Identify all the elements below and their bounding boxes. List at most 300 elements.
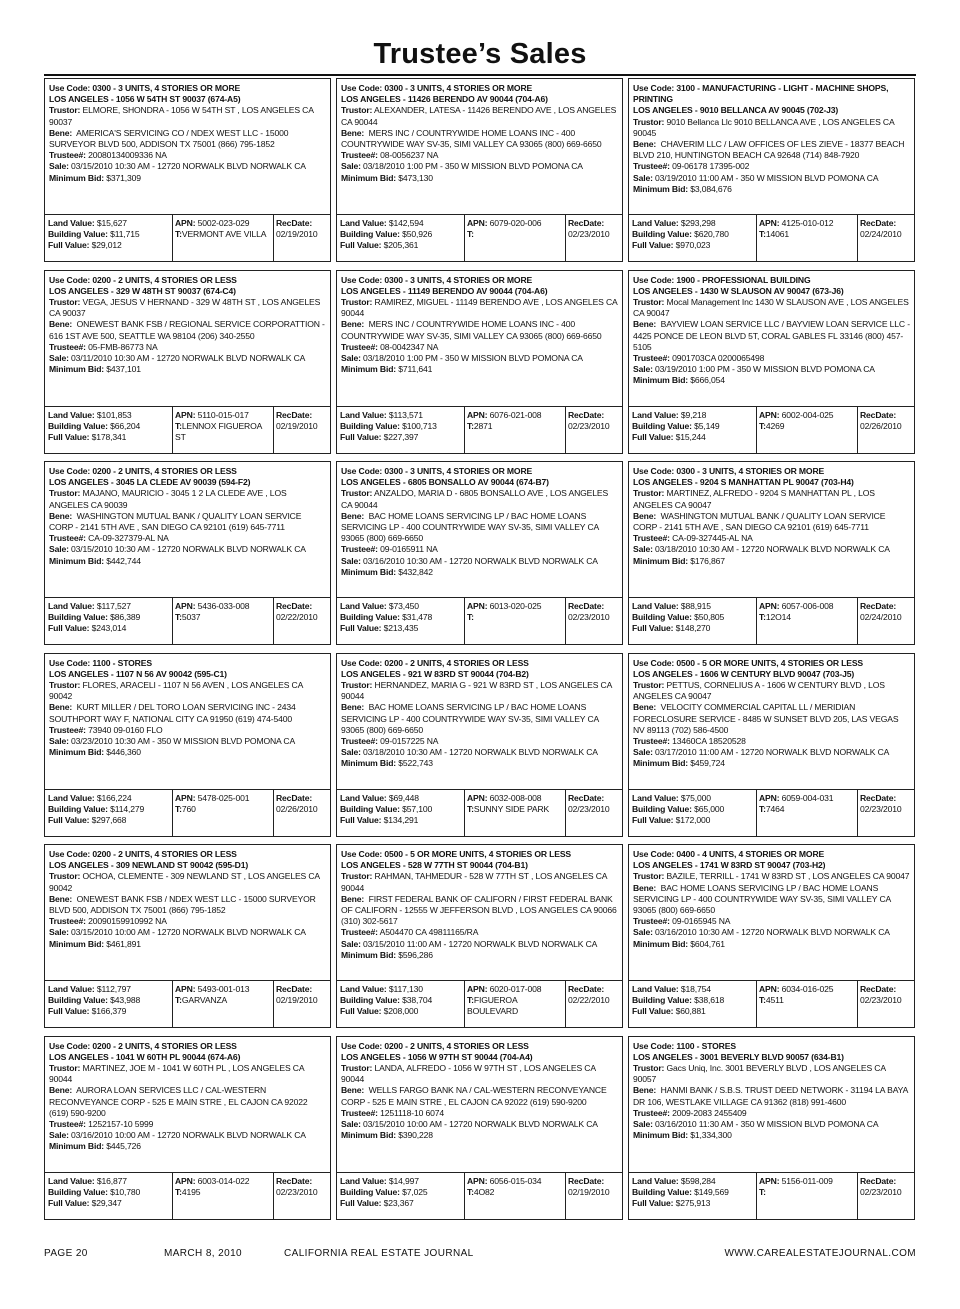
footer-publication: CALIFORNIA REAL ESTATE JOURNAL [284,1248,474,1259]
use-code: Use Code: 0300 - 3 UNITS, 4 STORIES OR MORE [341,83,533,93]
min-bid-row [633,939,910,950]
trustor-row [633,680,910,702]
building-value-label: Building Value: [48,420,108,431]
bene-value: MERS INC / COUNTRYWIDE HOME LOANS INC - 400 COUNTRYWIDE WAY SV-35, SIMI VALLEY CA 93065 (800) 669-6650 [341,127,602,150]
full-value-label: Full Value: [48,623,90,634]
listing-card [44,78,331,262]
trustee-value: 20090159910992 NA [88,916,167,927]
trustee-row [341,927,618,938]
bene-label: Bene: [341,510,365,521]
min-bid-row [633,556,910,567]
min-bid-value: $446,360 [106,747,141,758]
tract-label: T: [467,995,474,1006]
bene-value: BAC HOME LOANS SERVICING LP / BAC HOME LOANS SERVICING LP - 400 COUNTRYWIDE WAY SV-35, SIMI VALLEY CA 93065 (800) 669-6650 [633,882,891,916]
listing-details [337,1037,622,1174]
full-value: $166,379 [91,1006,127,1017]
land-value: $75,000 [680,792,711,803]
listing-values [337,789,622,836]
apn-label: APN: [467,218,488,228]
recdate-block [274,215,330,261]
trustee-label: Trustee#: [341,927,378,938]
sale-label: Sale: [633,172,653,183]
full-value: $29,012 [91,240,122,251]
min-bid-label: Minimum Bid: [341,364,397,375]
trustee-label: Trustee#: [49,533,86,544]
sale-row [49,927,326,938]
trustee-row [633,1108,910,1119]
building-value-label: Building Value: [632,803,692,814]
trustee-label: Trustee#: [341,150,378,161]
land-value-label: Land Value: [340,792,387,803]
sale-value: 03/15/2010 10:30 AM - 12720 NORWALK BLVD NORWALK CA [71,544,306,555]
apn-block [173,598,274,644]
apn-label: APN: [467,792,488,803]
apn-value: 6032-008-008 [489,792,542,803]
apn-label: APN: [759,218,780,228]
trustor-row [49,488,326,510]
min-bid-value: $176,867 [690,555,725,566]
min-bid-row [49,556,326,567]
trustor-value: MARTINEZ, JOE M - 1041 W 60TH PL , LOS ANGELES CA 90044 [49,1062,304,1085]
tract-label: T: [467,612,474,623]
trustor-label: Trustor: [49,1062,81,1073]
building-value: $66,204 [110,420,141,431]
min-bid-row [49,939,326,950]
min-bid-label: Minimum Bid: [49,172,105,183]
listing-card [44,461,331,645]
building-value: $65,000 [694,803,725,814]
recdate-block [858,598,914,644]
full-value-label: Full Value: [340,1006,382,1017]
sale-value: 03/16/2010 10:00 AM - 12720 NORWALK BLVD NORWALK CA [71,1130,306,1141]
sale-label: Sale: [49,927,69,938]
building-value-label: Building Value: [632,229,692,240]
building-value: $620,780 [694,229,729,240]
value-block [337,1173,465,1219]
bene-value: BAYVIEW LOAN SERVICE LLC / BAYVIEW LOAN SERVICE LLC - 4425 PONCE DE LEON BLVD 5T, CORAL GABLES FL 33146 (800) 457-5105 [633,319,910,352]
land-value: $88,915 [680,601,711,611]
listing-card [628,78,915,262]
bene-value: VELOCITY COMMERCIAL CAPITAL LL / MERIDIAN FORECLOSURE SERVICE - 8485 W SUNSET BLVD 205, LAS VEGAS NV 89113 (702) 586-4500 [633,702,899,735]
bene-value: CHAVERIM LLC / LAW OFFICES OF LES ZIEVE - 18377 BEACH BLVD 210, HUNTINGTON BEACH CA 92648 (714) 848-7920 [633,139,905,161]
trustor-label: Trustor: [341,871,373,882]
trustee-label: Trustee#: [633,161,670,172]
apn-block [757,215,858,261]
min-bid-label: Minimum Bid: [633,1130,689,1141]
trustor-value: LANDA, ALFREDO - 1056 W 97TH ST , LOS ANGELES CA 90044 [341,1062,596,1085]
apn-block [757,598,858,644]
footer-page-number: PAGE 20 [44,1248,88,1259]
apn-label: APN: [759,984,780,994]
apn-label: APN: [759,792,780,803]
listing-values [629,406,914,453]
use-code: Use Code: 0500 - 5 OR MORE UNITS, 4 STORIES OR LESS [633,657,864,668]
listing-card [628,270,915,454]
building-value-label: Building Value: [632,612,692,623]
bene-value: BAC HOME LOANS SERVICING LP / BAC HOME LOANS SERVICING LP - 400 COUNTRYWIDE WAY SV-35, SIMI VALLEY CA 93065 (800) 669-6650 [341,510,599,544]
trustee-row [49,725,326,736]
trustor-value: MAJANO, MAURICIO - 3045 1 2 LA CLEDE AVE , LOS ANGELES CA 90039 [49,488,287,510]
sale-row [49,1130,326,1141]
trustor-label: Trustor: [341,296,373,307]
listing-card [44,1036,331,1220]
tract-label: T: [467,420,474,431]
trustee-value: 13460CA 18520528 [672,735,746,746]
recdate-block [858,407,914,453]
recdate-value: 02/19/2010 [568,1186,610,1197]
use-code: Use Code: 1100 - STORES [633,1040,736,1051]
building-value-label: Building Value: [632,995,692,1006]
trustee-row [341,150,618,161]
trustor-value: FLORES, ARACELI - 1107 N 56 AVEN , LOS ANGELES CA 90042 [49,679,303,702]
apn-value: 6076-021-008 [489,409,542,420]
min-bid-label: Minimum Bid: [49,1141,105,1152]
apn-label: APN: [175,601,196,611]
property-address: LOS ANGELES - 11149 BERENDO AV 90044 (704-A6) [341,285,548,296]
listing-card [628,653,915,837]
min-bid-row [49,747,326,758]
trustor-value: RAMIREZ, MIGUEL - 11149 BERENDO AVE , LOS ANGELES CA 90044 [341,296,618,319]
sale-row [633,1119,910,1130]
trustee-value: CA-09-327445-AL NA [672,533,753,544]
footer-website[interactable]: WWW.CAREALESTATEJOURNAL.COM [724,1248,916,1259]
min-bid-row [341,950,618,961]
sale-row [633,173,910,184]
bene-row [49,894,326,916]
sale-row [49,544,326,555]
property-address: LOS ANGELES - 9010 BELLANCA AV 90045 (702-J3) [633,105,839,116]
building-value-label: Building Value: [48,995,108,1006]
full-value: $208,000 [383,1006,419,1017]
trustor-value: ALEXANDER, LATESA - 11426 BERENDO AVE , LOS ANGELES CA 90044 [341,105,617,127]
tract-label: T: [759,420,766,431]
apn-block [465,1173,566,1219]
land-value: $598,284 [680,1175,716,1186]
min-bid-label: Minimum Bid: [341,172,397,183]
sale-row [633,364,910,375]
full-value-label: Full Value: [48,240,90,251]
tract-value: 4511 [765,995,784,1006]
listing-values [45,406,330,453]
trustee-label: Trustee#: [633,916,670,927]
use-code: Use Code: 0300 - 3 UNITS, 4 STORIES OR MORE [49,83,241,93]
property-address: LOS ANGELES - 11426 BERENDO AV 90044 (704-A6) [341,94,548,105]
building-value-label: Building Value: [340,229,400,240]
sale-value: 03/18/2010 1:00 PM - 350 W MISSION BLVD POMONA CA [363,352,583,363]
tract-label: T: [759,612,766,623]
recdate-value: 02/19/2010 [276,229,318,240]
land-value-label: Land Value: [632,792,679,803]
recdate-value: 02/23/2010 [568,420,610,431]
tract-label: T: [175,1186,182,1197]
min-bid-value: $3,084,676 [690,183,732,194]
min-bid-label: Minimum Bid: [49,747,105,758]
apn-value: 5493-001-013 [197,984,250,994]
listing-card [628,461,915,645]
bene-label: Bene: [49,319,73,330]
listing-card [336,461,623,645]
trustor-label: Trustor: [341,1062,373,1073]
bene-label: Bene: [633,702,657,713]
sale-value: 03/16/2010 10:30 AM - 12720 NORWALK BLVD NORWALK CA [655,927,890,938]
value-block [45,790,173,836]
apn-value: 6013-020-025 [489,601,542,611]
trustee-row [341,342,618,353]
trustee-label: Trustee#: [49,1118,86,1129]
listing-values [337,406,622,453]
sale-label: Sale: [341,352,361,363]
full-value: $213,435 [383,623,419,634]
tract-label: T: [759,803,766,814]
trustee-label: Trustee#: [633,735,670,746]
trustee-value: 1252157-10 5999 [88,1118,154,1129]
min-bid-value: $371,309 [106,172,141,183]
recdate-label: RecDate: [860,601,897,611]
min-bid-row [49,1141,326,1152]
land-value-label: Land Value: [340,984,387,994]
min-bid-value: $442,744 [106,555,141,566]
building-value: $50,805 [694,612,725,623]
trustor-row [49,105,326,127]
recdate-label: RecDate: [276,409,313,420]
building-value: $31,478 [402,612,433,623]
use-code: Use Code: 0200 - 2 UNITS, 4 STORIES OR LESS [49,1040,237,1051]
apn-label: APN: [467,409,488,420]
tract-label: T: [175,995,182,1006]
property-address: LOS ANGELES - 1056 W 97TH ST 90044 (704-A4) [341,1051,533,1062]
full-value-label: Full Value: [632,814,674,825]
recdate-block [858,790,914,836]
recdate-block [858,981,914,1027]
property-address: LOS ANGELES - 1107 N 56 AV 90042 (595-C1) [49,668,227,679]
bene-row [49,319,326,341]
sale-row [341,353,618,364]
recdate-value: 02/23/2010 [860,1186,902,1197]
listing-card [44,653,331,837]
sale-label: Sale: [633,927,653,938]
trustee-label: Trustee#: [49,724,86,735]
trustor-row [341,488,618,510]
sale-value: 03/18/2010 10:30 AM - 12720 NORWALK BLVD NORWALK CA [363,747,598,758]
full-value: $134,291 [383,814,419,825]
sale-label: Sale: [341,161,361,172]
tract-value: 12O14 [765,612,791,623]
value-block [337,981,465,1027]
min-bid-label: Minimum Bid: [633,183,689,194]
value-block [629,598,757,644]
value-block [629,981,757,1027]
min-bid-value: $437,101 [106,364,141,375]
value-block [45,1173,173,1219]
bene-value: WASHINGTON MUTUAL BANK / QUALITY LOAN SERVICE CORP - 2141 5TH AVE , SAN DIEGO CA 92101 (619) 645-7711 [49,510,302,533]
apn-value: 5478-025-001 [197,792,250,803]
trustor-label: Trustor: [633,488,665,499]
full-value: $15,244 [675,431,706,442]
apn-block [173,790,274,836]
use-code: Use Code: 0300 - 3 UNITS, 4 STORIES OR MORE [633,466,825,476]
trustee-row [633,916,910,927]
building-value: $57,100 [402,803,433,814]
property-address: LOS ANGELES - 1741 W 83RD ST 90047 (703-H2) [633,860,826,871]
apn-label: APN: [175,984,196,994]
tract-label: T: [175,612,182,623]
trustor-value: RAHMAN, TAHMEDUR - 528 W 77TH ST , LOS ANGELES CA 90044 [341,871,607,893]
full-value-label: Full Value: [340,814,382,825]
sale-label: Sale: [341,747,361,758]
listing-values [45,980,330,1027]
tract-label: T: [759,995,766,1006]
sale-row [341,1119,618,1130]
bene-row [341,894,618,928]
sale-value: 03/15/2010 10:00 AM - 12720 NORWALK BLVD NORWALK CA [363,1118,598,1129]
apn-label: APN: [759,601,780,611]
bene-label: Bene: [633,510,657,521]
land-value: $117,527 [96,601,131,611]
tract-value: 14061 [765,229,790,240]
min-bid-row [341,1130,618,1141]
trustor-value: ELMORE, SHONDRA - 1056 W 54TH ST , LOS ANGELES CA 90037 [49,105,314,127]
sale-row [341,747,618,758]
min-bid-value: $711,641 [398,364,433,375]
bene-label: Bene: [49,1085,73,1096]
listing-values [629,1172,914,1219]
listing-card [336,78,623,262]
trustee-value: 20080134009336 NA [88,150,167,161]
building-value-label: Building Value: [632,420,692,431]
full-value-label: Full Value: [48,431,90,442]
min-bid-value: $596,286 [398,949,433,960]
bene-row [633,883,910,917]
building-value-label: Building Value: [340,803,400,814]
sale-label: Sale: [49,352,69,363]
min-bid-label: Minimum Bid: [341,758,397,769]
recdate-value: 02/22/2010 [568,995,610,1006]
trustee-row [633,161,910,172]
full-value: $297,668 [91,814,127,825]
tract-label: T: [467,803,474,814]
full-value-label: Full Value: [48,1006,90,1017]
trustor-row [633,871,910,882]
land-value-label: Land Value: [48,601,95,611]
bene-row [341,511,618,545]
min-bid-row [633,184,910,195]
tract-label: T: [759,229,766,240]
tract-value: 2871 [473,420,493,431]
land-value: $16,877 [96,1175,127,1186]
use-code: Use Code: 1100 - STORES [49,657,152,668]
trustor-label: Trustor: [49,679,81,690]
property-address: LOS ANGELES - 6805 BONSALLO AV 90044 (674-B7) [341,477,549,488]
land-value-label: Land Value: [340,1175,387,1186]
land-value-label: Land Value: [340,601,387,611]
min-bid-label: Minimum Bid: [49,938,105,949]
land-value: $69,448 [388,792,419,803]
bene-row [341,319,618,341]
listing-details [45,845,330,982]
full-value: $970,023 [675,240,711,251]
full-value-label: Full Value: [48,814,90,825]
sale-label: Sale: [341,1118,361,1129]
listing-details [45,462,330,599]
min-bid-row [633,1130,910,1141]
min-bid-value: $459,724 [690,758,725,769]
recdate-value: 02/19/2010 [276,420,318,431]
trustor-value: HERNANDEZ, MARIA G - 921 W 83RD ST , LOS ANGELES CA 90044 [341,679,612,702]
recdate-value: 02/23/2010 [568,803,610,814]
listing-values [337,214,622,261]
use-code: Use Code: 3100 - MANUFACTURING - LIGHT - MACHINE SHOPS, PRINTING [633,83,889,105]
land-value-label: Land Value: [632,601,679,611]
min-bid-value: $461,891 [106,938,141,949]
trustee-value: CA-09-327379-AL NA [88,533,169,544]
apn-value: 5156-011-009 [781,1175,833,1186]
bene-value: HANMI BANK / S.B.S. TRUST DEED NETWORK - 31194 LA BAYA DR 106, WESTLAKE VILLAGE CA 91362 (818) 991-4600 [633,1085,908,1107]
trustor-value: OCHOA, CLEMENTE - 309 NEWLAND ST , LOS ANGELES CA 90042 [49,871,320,893]
sale-value: 03/17/2010 11:00 AM - 12720 NORWALK BLVD NORWALK CA [655,747,890,758]
value-block [337,790,465,836]
bene-value: ONEWEST BANK FSB / REGIONAL SERVICE CORPORATTION - 616 1ST AVE 500, SEATTLE WA 98104 (206) 340-2550 [49,319,325,341]
recdate-label: RecDate: [860,792,897,803]
min-bid-label: Minimum Bid: [341,566,397,577]
listing-details [337,845,622,982]
recdate-label: RecDate: [276,792,313,803]
trustor-value: PETTUS, CORNELIUS A - 1606 W CENTURY BLVD , LOS ANGELES CA 90047 [633,679,885,702]
trustor-value: VEGA, JESUS V HERNAND - 329 W 48TH ST , LOS ANGELES CA 90037 [49,296,321,319]
listing-values [45,597,330,644]
full-value: $205,361 [383,240,419,251]
value-block [337,598,465,644]
trustee-value: 05-FMB-86773 NA [88,341,158,352]
full-value-label: Full Value: [632,1006,674,1017]
listing-card [336,653,623,837]
sale-label: Sale: [49,544,69,555]
trustor-row [341,871,618,893]
trustee-row [633,353,910,364]
min-bid-label: Minimum Bid: [49,364,105,375]
min-bid-row [341,758,618,769]
trustee-value: 2009-2083 2455409 [672,1107,747,1118]
sale-value: 03/19/2010 11:00 AM - 350 W MISSION BLVD POMONA CA [655,172,879,183]
min-bid-row [341,364,618,375]
building-value-label: Building Value: [48,612,108,623]
trustor-value: ANZALDO, MARIA D - 6805 BONSALLO AVE , LOS ANGELES CA 90044 [341,488,609,510]
sale-label: Sale: [633,747,653,758]
recdate-block [274,790,330,836]
recdate-block [858,215,914,261]
use-code: Use Code: 0200 - 2 UNITS, 4 STORIES OR LESS [341,1040,529,1051]
apn-value: 6020-017-008 [489,984,542,994]
apn-block [465,407,566,453]
trustor-label: Trustor: [49,296,81,307]
trustee-label: Trustee#: [633,352,670,363]
land-value: $117,130 [388,984,423,994]
min-bid-row [341,567,618,578]
listing-details [337,654,622,791]
recdate-block [274,981,330,1027]
use-code: Use Code: 0300 - 3 UNITS, 4 STORIES OR MORE [341,466,533,476]
full-value-label: Full Value: [632,623,674,634]
apn-value: 6034-016-025 [781,984,834,994]
apn-block [465,790,566,836]
full-value: $243,014 [91,623,127,634]
sale-label: Sale: [49,735,69,746]
recdate-label: RecDate: [860,984,897,994]
trustee-label: Trustee#: [341,341,378,352]
recdate-label: RecDate: [276,1175,313,1186]
trustor-label: Trustor: [633,116,665,127]
building-value-label: Building Value: [340,1186,400,1197]
building-value: $114,279 [110,803,145,814]
